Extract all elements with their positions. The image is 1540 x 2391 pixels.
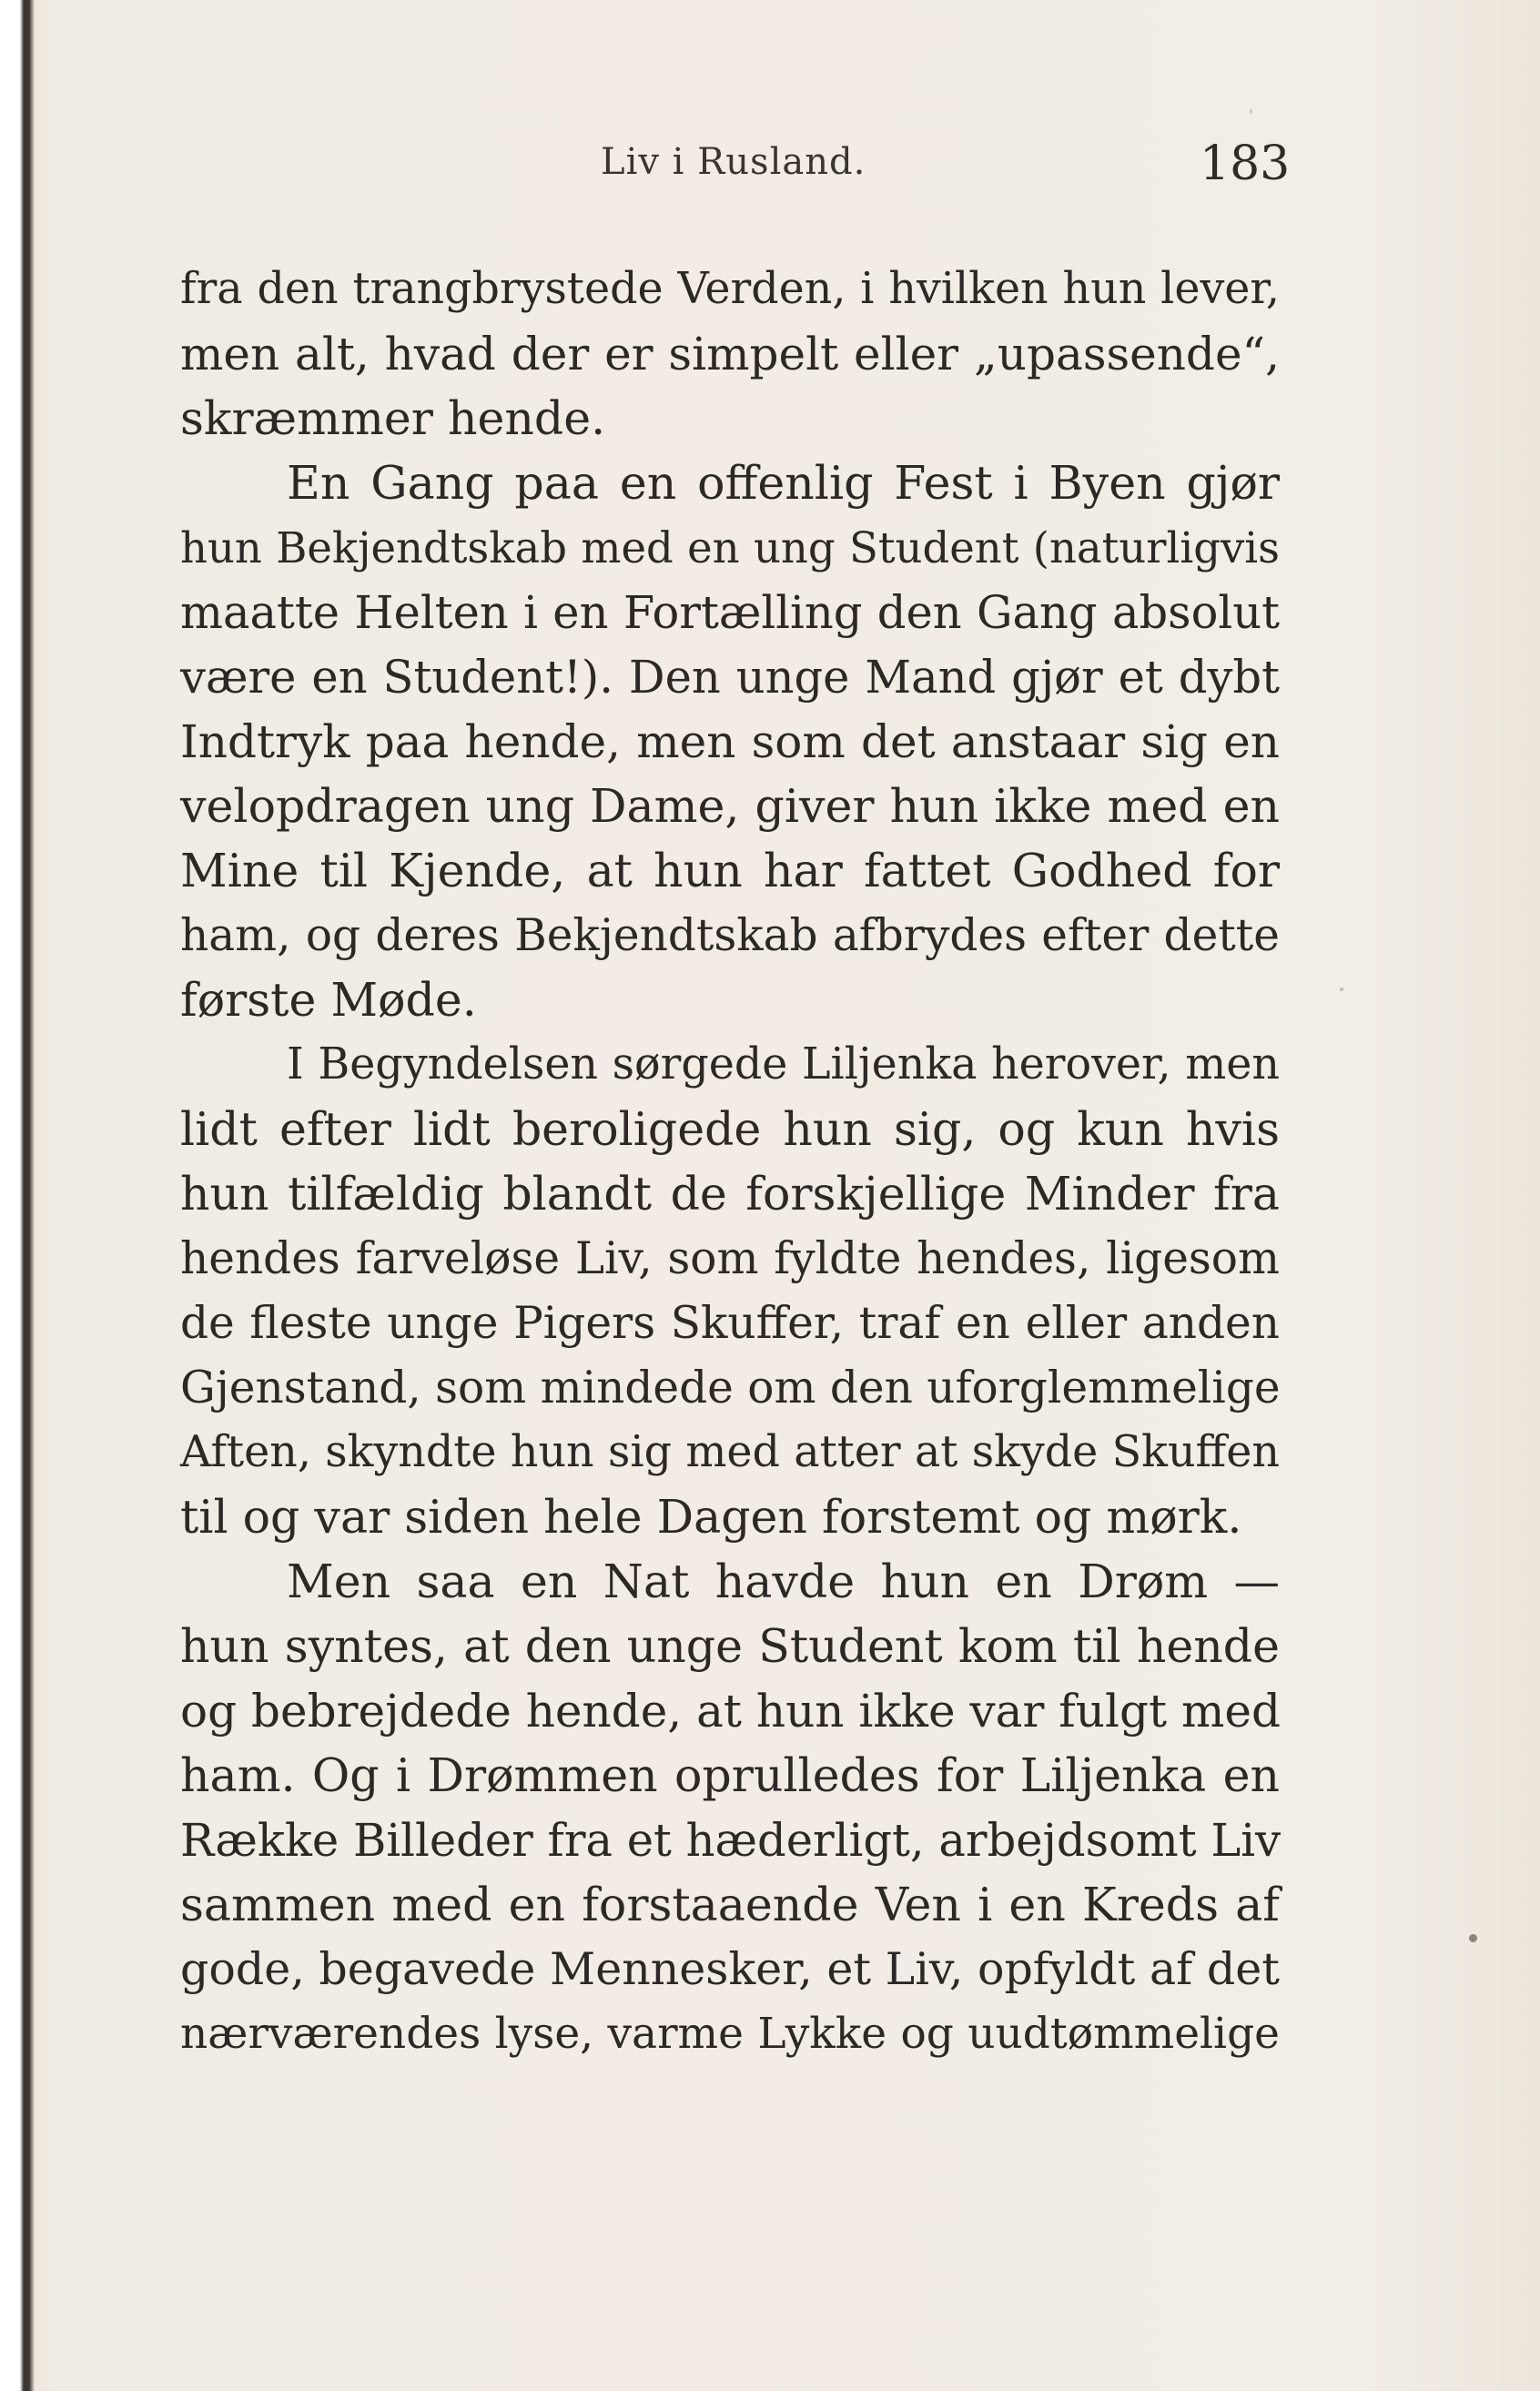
text-line: første Møde. xyxy=(180,973,477,1027)
text-line: Række Billeder fra et hæderligt, arbejdsomt Liv xyxy=(180,1814,1282,1867)
paper-speck xyxy=(1469,1934,1477,1942)
paper-speck xyxy=(1340,988,1343,991)
text-line: de fleste unge Pigers Skuffer, traf en eller anden xyxy=(180,1298,1280,1349)
text-line: nærværendes lyse, varme Lykke og uudtømmelige xyxy=(180,2009,1280,2059)
text-line: lidt efter lidt beroligede hun sig, og kun hvis xyxy=(180,1102,1280,1156)
text-line: men alt, hvad der er simpelt eller „upassende“, xyxy=(180,328,1280,380)
running-head: Liv i Rusland. xyxy=(601,141,866,183)
text-line: gode, begavede Mennesker, et Liv, opfyldt af det xyxy=(180,1943,1280,1995)
paragraph-first-line: I Begyndelsen sørgede Liljenka herover, men xyxy=(287,1039,1280,1089)
page-number: 183 xyxy=(1200,137,1291,191)
paper-speck xyxy=(1250,109,1252,114)
text-line: fra den trangbrystede Verden, i hvilken hun lever, xyxy=(180,264,1280,314)
text-line: skræmmer hende. xyxy=(180,391,606,445)
text-line: hun tilfældig blandt de forskjellige Minder fra xyxy=(180,1167,1280,1221)
text-line: ham. Og i Drømmen oprulledes for Liljenka en xyxy=(180,1748,1280,1802)
text-line: Gjenstand, som mindede om den uforglemmelige xyxy=(180,1363,1281,1413)
text-line: maatte Helten i en Fortælling den Gang absolut xyxy=(180,586,1280,639)
text-line: Mine til Kjende, at hun har fattet Godhed for xyxy=(180,844,1280,897)
text-line: Aften, skyndte hun sig med atter at skyde Skuffen xyxy=(180,1427,1280,1477)
text-line: hun Bekjendtskab med en ung Student (naturligvis xyxy=(180,523,1280,572)
text-line: og bebrejdede hende, at hun ikke var fulgt med xyxy=(180,1685,1281,1738)
paragraph-first-line: Men saa en Nat havde hun en Drøm — xyxy=(287,1555,1280,1608)
text-line: hendes farveløse Liv, som fyldte hendes, ligesom xyxy=(180,1233,1280,1284)
text-line: til og var siden hele Dagen forstemt og mørk. xyxy=(180,1490,1242,1544)
paragraph-first-line: En Gang paa en offenlig Fest i Byen gjør xyxy=(287,456,1280,510)
text-line: velopdragen ung Dame, giver hun ikke med en xyxy=(180,779,1280,833)
text-line: ham, og deres Bekjendtskab afbrydes efter dette xyxy=(180,910,1280,961)
text-line: sammen med en forstaaende Ven i en Kreds af xyxy=(180,1878,1280,1931)
page-binding-edge xyxy=(0,0,35,2391)
text-line: Indtryk paa hende, men som det anstaar sig en xyxy=(180,715,1280,768)
text-line: hun syntes, at den unge Student kom til hende xyxy=(180,1619,1280,1673)
text-line: være en Student!). Den unge Mand gjør et dybt xyxy=(180,651,1280,704)
